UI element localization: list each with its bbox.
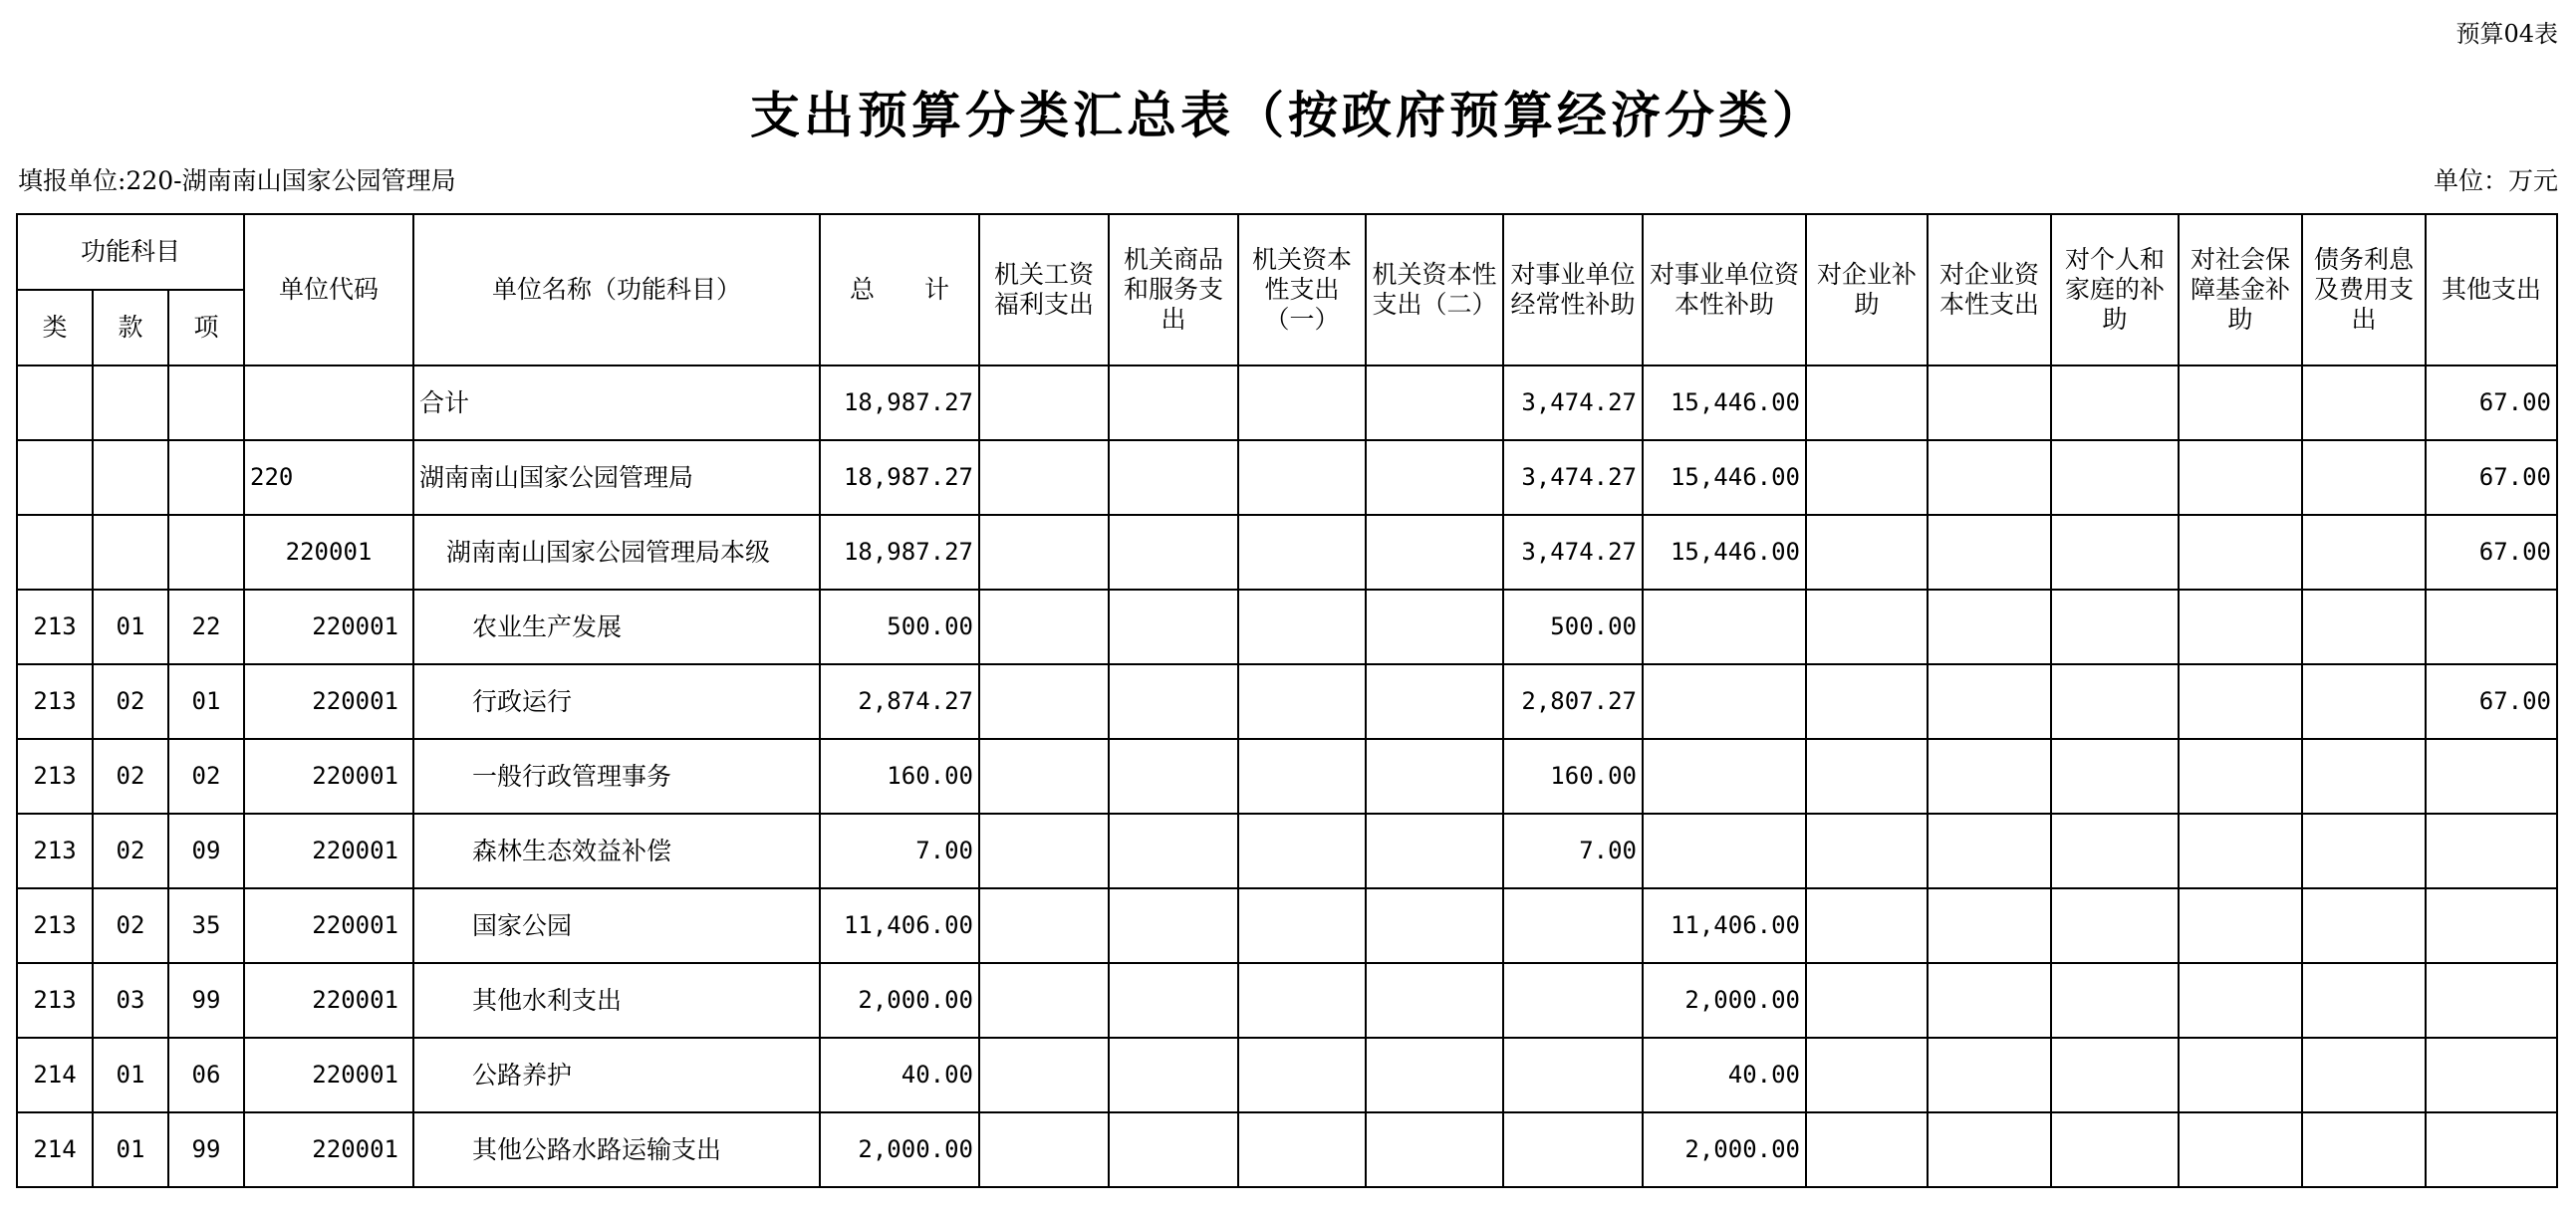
cell-unit-code: 220001 [244, 814, 413, 888]
header-col: 对事业单位资本性补助 [1643, 214, 1806, 365]
cell-amount [979, 963, 1109, 1038]
cell-total: 500.00 [820, 590, 979, 664]
cell-unit-name: 农业生产发展 [413, 590, 820, 664]
cell-amount [1503, 1112, 1643, 1187]
reporting-unit: 填报单位:220-湖南南山国家公园管理局 [18, 166, 456, 195]
cell-amount [1366, 590, 1503, 664]
cell-amount [1366, 739, 1503, 814]
cell-xiang: 02 [168, 739, 244, 814]
cell-total: 7.00 [820, 814, 979, 888]
header-col: 对社会保障基金补助 [2179, 214, 2302, 365]
cell-amount [2426, 814, 2557, 888]
table-row [17, 590, 2557, 664]
cell-amount [2179, 515, 2302, 590]
cell-amount [2051, 440, 2179, 515]
cell-amount [2051, 739, 2179, 814]
form-number: 预算04表 [2455, 20, 2558, 48]
cell-kuan [93, 515, 168, 590]
cell-xiang: 22 [168, 590, 244, 664]
cell-amount [2302, 814, 2426, 888]
cell-amount [2426, 1112, 2557, 1187]
cell-lei: 213 [17, 590, 93, 664]
cell-amount [1109, 814, 1238, 888]
cell-amount [1366, 515, 1503, 590]
cell-amount [979, 1038, 1109, 1112]
cell-amount [1109, 963, 1238, 1038]
cell-amount [1643, 739, 1806, 814]
budget-table [16, 213, 2558, 1188]
cell-lei: 213 [17, 739, 93, 814]
cell-xiang: 99 [168, 963, 244, 1038]
cell-amount [2179, 963, 2302, 1038]
cell-amount [2179, 1038, 2302, 1112]
cell-unit-code: 220001 [244, 963, 413, 1038]
cell-amount [2426, 739, 2557, 814]
cell-amount [979, 814, 1109, 888]
cell-amount [2179, 365, 2302, 440]
cell-total: 2,000.00 [820, 1112, 979, 1187]
cell-amount [1238, 440, 1366, 515]
cell-amount: 3,474.27 [1503, 365, 1643, 440]
cell-amount [1238, 664, 1366, 739]
table-header [17, 214, 2557, 365]
cell-amount [1928, 963, 2051, 1038]
cell-amount [2426, 590, 2557, 664]
header-kuan: 款 [93, 290, 168, 365]
cell-amount [2051, 1112, 2179, 1187]
header-xiang: 项 [168, 290, 244, 365]
cell-amount [1109, 1038, 1238, 1112]
cell-amount [1928, 1112, 2051, 1187]
cell-amount [1366, 1112, 1503, 1187]
cell-unit-name: 一般行政管理事务 [413, 739, 820, 814]
cell-amount [2179, 1112, 2302, 1187]
cell-amount: 67.00 [2426, 515, 2557, 590]
header-lei: 类 [17, 290, 93, 365]
cell-amount [2302, 1112, 2426, 1187]
cell-amount [1503, 1038, 1643, 1112]
cell-amount [2051, 1038, 2179, 1112]
header-col: 对事业单位经常性补助 [1503, 214, 1643, 365]
cell-amount: 3,474.27 [1503, 440, 1643, 515]
cell-amount [2426, 1038, 2557, 1112]
cell-amount [2179, 739, 2302, 814]
cell-xiang: 06 [168, 1038, 244, 1112]
cell-amount: 15,446.00 [1643, 440, 1806, 515]
cell-unit-name: 公路养护 [413, 1038, 820, 1112]
cell-lei: 214 [17, 1038, 93, 1112]
cell-amount [2302, 365, 2426, 440]
cell-kuan: 01 [93, 1112, 168, 1187]
cell-kuan: 01 [93, 1038, 168, 1112]
header-col: 对企业补助 [1806, 214, 1928, 365]
cell-amount [1806, 739, 1928, 814]
cell-amount [1928, 440, 2051, 515]
cell-amount [1928, 1038, 2051, 1112]
cell-amount [2179, 664, 2302, 739]
table-row [17, 1112, 2557, 1187]
cell-amount: 7.00 [1503, 814, 1643, 888]
cell-unit-code: 220001 [244, 1038, 413, 1112]
cell-amount [1109, 440, 1238, 515]
cell-total: 18,987.27 [820, 440, 979, 515]
cell-unit-code: 220001 [244, 590, 413, 664]
cell-amount [1928, 365, 2051, 440]
cell-amount [2051, 963, 2179, 1038]
cell-amount [979, 888, 1109, 963]
cell-amount [2179, 814, 2302, 888]
cell-amount [1109, 739, 1238, 814]
cell-unit-name: 行政运行 [413, 664, 820, 739]
table-row [17, 1038, 2557, 1112]
cell-amount [1643, 664, 1806, 739]
cell-amount [2051, 888, 2179, 963]
cell-unit-name: 湖南南山国家公园管理局本级 [413, 515, 820, 590]
cell-lei [17, 365, 93, 440]
cell-amount [1806, 664, 1928, 739]
cell-amount: 15,446.00 [1643, 515, 1806, 590]
cell-unit-code: 220001 [244, 739, 413, 814]
cell-amount [1928, 888, 2051, 963]
header-col: 机关商品和服务支出 [1109, 214, 1238, 365]
cell-amount [1806, 1112, 1928, 1187]
cell-amount: 2,000.00 [1643, 1112, 1806, 1187]
cell-total: 11,406.00 [820, 888, 979, 963]
cell-amount [1928, 814, 2051, 888]
cell-unit-name: 森林生态效益补偿 [413, 814, 820, 888]
cell-amount [2302, 664, 2426, 739]
cell-amount [1109, 590, 1238, 664]
header-col: 对企业资本性支出 [1928, 214, 2051, 365]
cell-lei: 213 [17, 814, 93, 888]
cell-amount [2302, 963, 2426, 1038]
cell-amount [1643, 814, 1806, 888]
cell-amount: 67.00 [2426, 664, 2557, 739]
cell-kuan: 02 [93, 888, 168, 963]
cell-xiang: 01 [168, 664, 244, 739]
cell-amount [1366, 963, 1503, 1038]
cell-unit-name: 湖南南山国家公园管理局 [413, 440, 820, 515]
header-col: 其他支出 [2426, 214, 2557, 365]
cell-amount [2426, 963, 2557, 1038]
cell-amount [1806, 814, 1928, 888]
header-col: 对个人和家庭的补助 [2051, 214, 2179, 365]
cell-unit-code: 220001 [244, 1112, 413, 1187]
cell-amount [1109, 515, 1238, 590]
cell-lei: 214 [17, 1112, 93, 1187]
cell-amount [1503, 963, 1643, 1038]
cell-total: 40.00 [820, 1038, 979, 1112]
cell-amount [1238, 739, 1366, 814]
cell-amount [1928, 515, 2051, 590]
cell-amount [1366, 814, 1503, 888]
cell-amount [1238, 590, 1366, 664]
cell-lei [17, 440, 93, 515]
cell-amount: 11,406.00 [1643, 888, 1806, 963]
cell-unit-name: 其他水利支出 [413, 963, 820, 1038]
cell-total: 2,874.27 [820, 664, 979, 739]
cell-amount [1928, 739, 2051, 814]
table-row [17, 888, 2557, 963]
cell-amount [2179, 888, 2302, 963]
table-row [17, 814, 2557, 888]
cell-amount [1806, 888, 1928, 963]
cell-amount [2051, 664, 2179, 739]
cell-lei [17, 515, 93, 590]
cell-amount [979, 739, 1109, 814]
cell-amount [2302, 1038, 2426, 1112]
cell-xiang: 35 [168, 888, 244, 963]
cell-lei: 213 [17, 888, 93, 963]
cell-kuan [93, 440, 168, 515]
table-row [17, 664, 2557, 739]
cell-amount: 2,000.00 [1643, 963, 1806, 1038]
cell-unit-code [244, 365, 413, 440]
cell-amount: 500.00 [1503, 590, 1643, 664]
cell-amount [1238, 1038, 1366, 1112]
cell-xiang [168, 515, 244, 590]
page-title: 支出预算分类汇总表（按政府预算经济分类） [750, 86, 1826, 144]
header-col: 债务利息及费用支出 [2302, 214, 2426, 365]
cell-xiang [168, 365, 244, 440]
cell-amount [2302, 590, 2426, 664]
cell-amount: 15,446.00 [1643, 365, 1806, 440]
cell-amount [1238, 1112, 1366, 1187]
cell-amount [1238, 963, 1366, 1038]
header-unit-name: 单位名称（功能科目） [413, 214, 820, 365]
cell-amount [2051, 814, 2179, 888]
cell-amount [979, 664, 1109, 739]
cell-amount [2051, 515, 2179, 590]
cell-unit-name: 国家公园 [413, 888, 820, 963]
cell-unit-code: 220001 [244, 664, 413, 739]
cell-amount [2302, 888, 2426, 963]
cell-xiang: 09 [168, 814, 244, 888]
cell-amount [1238, 888, 1366, 963]
cell-amount [2051, 590, 2179, 664]
cell-total: 2,000.00 [820, 963, 979, 1038]
cell-unit-code: 220001 [244, 888, 413, 963]
table-row [17, 515, 2557, 590]
cell-amount [1643, 590, 1806, 664]
cell-amount [1806, 590, 1928, 664]
cell-amount [979, 515, 1109, 590]
cell-total: 160.00 [820, 739, 979, 814]
cell-amount [979, 365, 1109, 440]
cell-unit-name: 其他公路水路运输支出 [413, 1112, 820, 1187]
cell-amount [1238, 814, 1366, 888]
table-body [17, 365, 2557, 1187]
cell-amount [1806, 1038, 1928, 1112]
cell-lei: 213 [17, 664, 93, 739]
header-func-subject: 功能科目 [17, 214, 244, 290]
cell-amount [1366, 664, 1503, 739]
cell-amount [2302, 440, 2426, 515]
cell-amount: 67.00 [2426, 365, 2557, 440]
cell-amount: 160.00 [1503, 739, 1643, 814]
cell-kuan: 01 [93, 590, 168, 664]
cell-amount [1366, 440, 1503, 515]
cell-amount [1109, 888, 1238, 963]
cell-amount [1806, 515, 1928, 590]
cell-amount: 2,807.27 [1503, 664, 1643, 739]
cell-amount [1806, 963, 1928, 1038]
cell-amount: 3,474.27 [1503, 515, 1643, 590]
cell-amount [1238, 515, 1366, 590]
cell-amount [2179, 590, 2302, 664]
cell-amount [1366, 1038, 1503, 1112]
cell-amount [1928, 590, 2051, 664]
cell-amount [1366, 888, 1503, 963]
table-row [17, 963, 2557, 1038]
cell-amount [1503, 888, 1643, 963]
table-row [17, 365, 2557, 440]
cell-kuan: 03 [93, 963, 168, 1038]
cell-amount: 67.00 [2426, 440, 2557, 515]
cell-xiang: 99 [168, 1112, 244, 1187]
cell-amount [1109, 1112, 1238, 1187]
cell-total: 18,987.27 [820, 365, 979, 440]
cell-amount [1928, 664, 2051, 739]
header-unit-code: 单位代码 [244, 214, 413, 365]
cell-amount [2051, 365, 2179, 440]
cell-amount [2179, 440, 2302, 515]
cell-amount [1109, 365, 1238, 440]
currency-unit: 单位：万元 [2433, 166, 2558, 195]
header-col: 机关工资福利支出 [979, 214, 1109, 365]
cell-kuan: 02 [93, 739, 168, 814]
cell-amount [1806, 365, 1928, 440]
cell-kuan: 02 [93, 814, 168, 888]
cell-amount [1806, 440, 1928, 515]
header-col: 机关资本性支出（二） [1366, 214, 1503, 365]
cell-lei: 213 [17, 963, 93, 1038]
cell-unit-code: 220 [244, 440, 413, 515]
cell-amount [1238, 365, 1366, 440]
header-col: 机关资本性支出（一） [1238, 214, 1366, 365]
cell-amount [979, 590, 1109, 664]
header-total: 总 计 [820, 214, 979, 365]
cell-kuan: 02 [93, 664, 168, 739]
cell-amount [2302, 739, 2426, 814]
table-row [17, 739, 2557, 814]
table-row [17, 440, 2557, 515]
cell-xiang [168, 440, 244, 515]
cell-amount [2302, 515, 2426, 590]
cell-amount: 40.00 [1643, 1038, 1806, 1112]
cell-unit-name: 合计 [413, 365, 820, 440]
cell-unit-code: 220001 [244, 515, 413, 590]
cell-amount [979, 1112, 1109, 1187]
cell-kuan [93, 365, 168, 440]
cell-amount [1109, 664, 1238, 739]
cell-amount [2426, 888, 2557, 963]
cell-amount [979, 440, 1109, 515]
cell-amount [1366, 365, 1503, 440]
cell-total: 18,987.27 [820, 515, 979, 590]
